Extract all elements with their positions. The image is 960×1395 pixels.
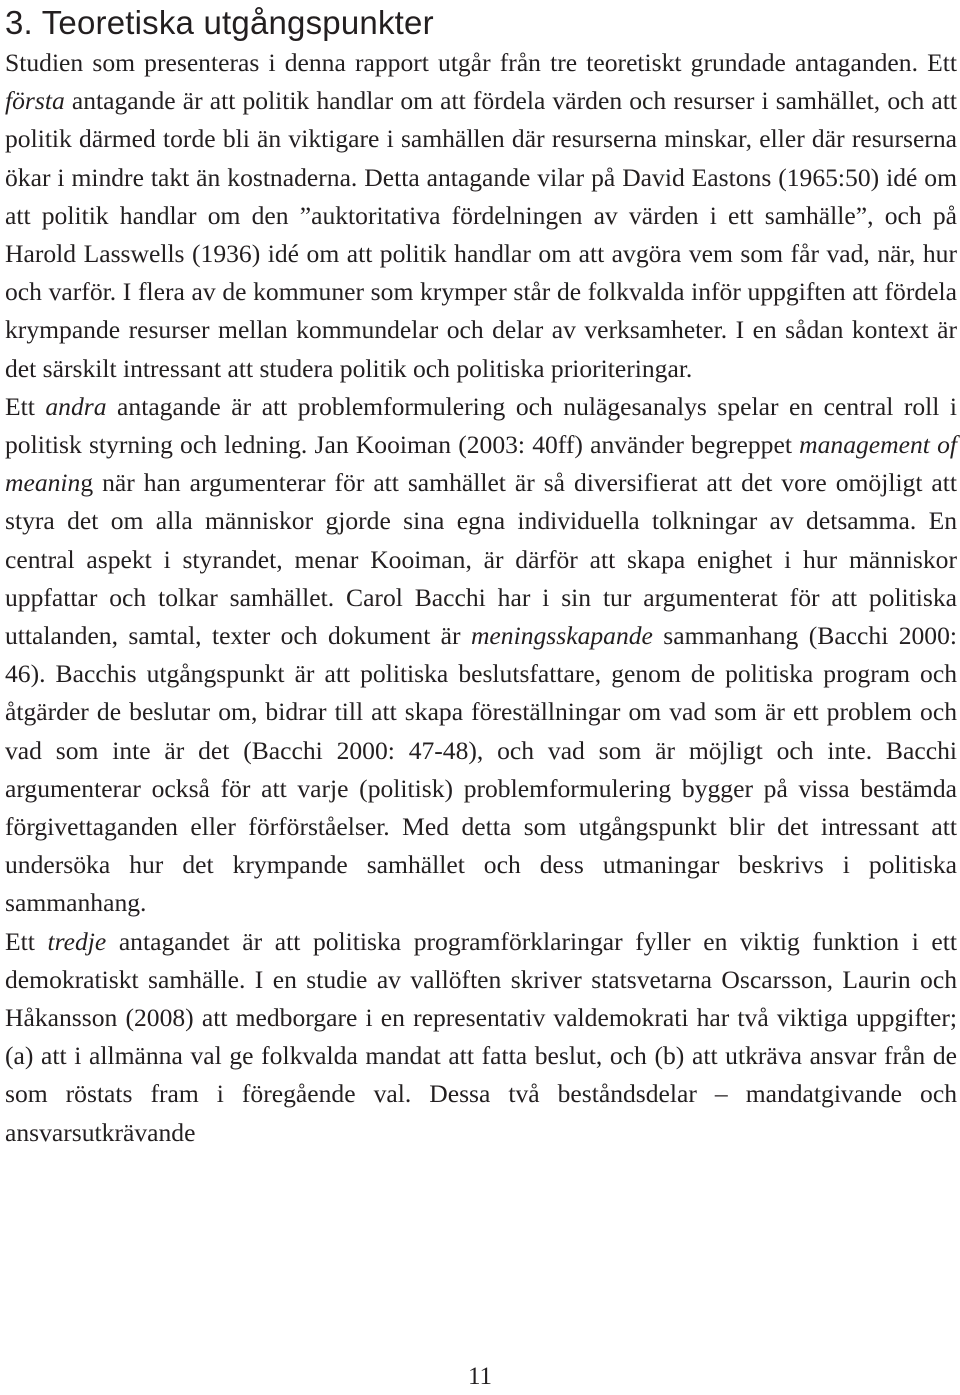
p2-emphasis-1: andra: [45, 391, 107, 421]
section-heading: 3. Teoretiska utgångspunkter: [5, 4, 434, 41]
paragraph-3: [5, 923, 957, 1152]
p1-emphasis: första: [5, 86, 65, 116]
paragraph-1: [5, 44, 957, 388]
document-page: [5, 0, 957, 1152]
p1-text-b: antagande är att politik handlar om att fördela värden och resurser i samhället, och att politik därmed torde bli än viktigare i samhällen där resurserna minskar, eller där resurserna ökar i mindre takt än kostnaderna. Detta antagande vilar på David Eastons (1965:50) idé om att politik handlar om den ”auktoritativa fördelningen av värden i ett samhälle”, och på Harold Lasswells (1936) idé om att politik handlar om att avgöra vem som får vad, när, hur och varför. I flera av de kommuner som krymper står de folkvalda inför uppgiften att fördela krympande resurser mellan kommundelar och delar av verksamheter. I en sådan kontext är det särskilt intressant att studera politik och politiska prioriteringar.: [5, 86, 957, 383]
p2-emphasis-3: meningsskapande: [470, 621, 653, 651]
paragraph-2: [5, 388, 957, 923]
p2-text-d: sammanhang (Bacchi 2000: 46). Bacchis utgångspunkt är att politiska beslutsfattare, genom de politiska program och åtgärder de beslutar om, bidrar till att skapa föreställningar om vad som är ett problem och vad som inte är det (Bacchi 2000: 47-48), och vad som är möjligt och inte. Bacchi argumenterar också för att varje (politisk) problemformulering bygger på vissa bestämda förgivettaganden eller förförståelser. Med detta som utgångspunkt blir det intressant att undersöka hur det krympande samhället och dess utmaningar beskrivs i politiska sammanhang.: [5, 621, 957, 918]
p3-text-b: antagandet är att politiska programförklaringar fyller en viktig funktion i ett demokratiskt samhälle. I en studie av vallöften skriver statsvetarna Oscarsson, Laurin och Håkansson (2008) att medborgare i en representativ valdemokrati har två viktiga uppgifter; (a) att i allmänna val ge folkvalda mandat att fatta beslut, och (b) att utkräva ansvar från de som röstats fram i föregående val. Dessa två beståndsdelar – mandatgivande och ansvarsutkrävande: [5, 926, 957, 1147]
p2-text-c: g när han argumenterar för att samhället är så diversifierat att det vore omöjligt att styra det om alla människor gjorde sina egna individuella tolkningar av detsamma. En central aspekt i styrandet, menar Kooiman, är därför att skapa enighet i hur människor uppfattar och tolkar samhället. Carol Bacchi har i sin tur argumenterat för att politiska uttalanden, samtal, texter och dokument är: [5, 468, 957, 651]
p3-emphasis: tredje: [47, 926, 107, 956]
p2-emphasis-2: management of meanin: [5, 430, 958, 498]
p3-text-a: Ett: [5, 926, 48, 956]
page-number: 11: [467, 1363, 493, 1390]
p2-text-a: Ett: [5, 391, 46, 421]
p2-text-b: antagande är att problemformulering och nulägesanalys spelar en central roll i politisk styrning och ledning. Jan Kooiman (2003: 40ff) använder begreppet: [5, 391, 957, 460]
p1-text-a: Studien som presenteras i denna rapport utgår från tre teoretiskt grundade antaganden. Ett: [5, 48, 957, 77]
